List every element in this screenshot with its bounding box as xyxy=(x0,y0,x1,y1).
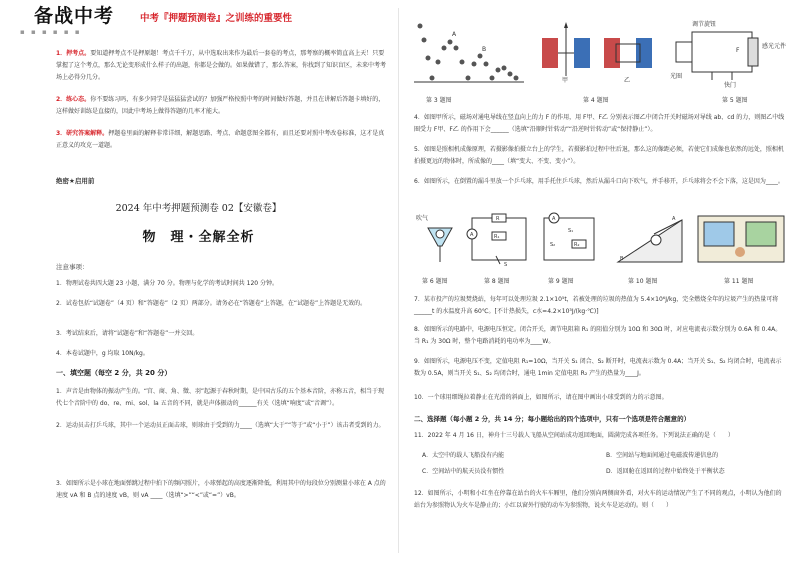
figure-11-train xyxy=(696,212,786,268)
question-8: 8．如图所示的电路中，电源电压恒定。闭合开关，调节电阻箱 R₁ 的阻值分别为 10Ω 和 30Ω 时，对应电流表示数分别为 0.6A 和 0.4A。当 R₁ 为 30Ω 时，整个电路消耗的电功率为____W。 xyxy=(414,326,782,345)
question-1: 1．声音是由物体的振动产生的。“宫、商、角、徵、羽”起源于春秋时期，是中国古乐的五个基本音阶，亦称五音，相当于现代七个音阶中的 do、re、mi、sol、la 五音的不同，就是声体振动的______有关（选填“响度”或“音调”）。 xyxy=(56,388,385,407)
fig10-label-a: A xyxy=(672,216,676,222)
fig8-label-s: S xyxy=(504,262,508,268)
figure-8-circuit xyxy=(466,212,532,268)
subject-title: 物 理・全解全析 xyxy=(142,230,255,245)
question-11: 11．2022 年 4 月 16 日，神舟十三号载人飞船从空间站成功返回地面，圆满完成各项任务。下列说法正确的是（ ） xyxy=(414,432,734,439)
note-3: 3．考试结束后，请将“试题卷”和“答题卷”一并交回。 xyxy=(56,330,199,337)
question-9: 9．如图所示，电源电压不变，定值电阻 R₁=10Ω，当开关 S₁ 闭合、S₂ 断开时，电流表示数为 0.4A；当开关 S₁、S₂ 均闭合时，电流表示数为 0.5A，则当开关 S₁、S₂ 均闭合时，通电 1min 定值电阻 R₂ 产生的热量为____J。 xyxy=(414,358,782,377)
fig9-label-s2: S₂ xyxy=(550,242,556,248)
note-2: 2．试卷包括“试题卷”（4 页）和“答题卷”（2 页）两部分。请务必在“答题卷”上答题，在“试题卷”上答题是无效的。 xyxy=(56,300,367,307)
fig5-label-knob: 调节旋钮 xyxy=(692,21,717,28)
page-divider xyxy=(398,8,399,553)
fig8-label-ammeter: A xyxy=(470,232,474,238)
question-6: 6．如图所示，在倒置的漏斗里放一个乒乓球，用手托住乒乓球，然后从漏斗口向下吹气，并手移开，乒乓球将会不会下落，这是因为____。 xyxy=(414,178,784,185)
caption-fig-6: 第 6 题图 xyxy=(422,278,448,285)
banner-title: 中考『押题预测卷』之训练的重要性 xyxy=(140,13,293,24)
fig5-label-f: F xyxy=(736,47,740,54)
section-1-heading: 一、填空题（每空 2 分，共 20 分） xyxy=(56,369,172,377)
figure-6-funnel xyxy=(414,212,466,268)
caption-fig-8: 第 8 题图 xyxy=(484,278,510,285)
question-10: 10．一个球用细绳拉着静止在光滑的斜面上，如图所示，请在图中画出小球受到的力的示意图。 xyxy=(414,394,668,401)
question-5: 5．如图是照相机成像原理，若摄影像拍摄立台上的学生，若摄影拍过程中往后退，那么这的像距必须，若使它们成像也依然的远处，照相机拍摄更远的物体时，所成像的____（填“变大、不变、变小”）。 xyxy=(414,146,784,165)
question-4: 4．如图甲所示，磁场对通电导线在竖直向上的力 F 的作用，用 F甲、F乙 分别表示图乙中闭合开关时磁场对导线 ab、cd 的力，则图乙中线圈受力 F甲、F乙 的作用下会______（选填“沿顺时针转动”“沿逆时针转动”或“保持静止”）。 xyxy=(414,114,785,133)
note-4: 4．本卷试题中，g 均取 10N/kg。 xyxy=(56,350,149,357)
figure-3-bouncing-ball xyxy=(414,18,524,88)
figure-10-incline xyxy=(614,212,686,268)
figure-5-camera xyxy=(662,18,790,88)
intro-item-1: 1．押考点。要知道押考点不是押原题！考点千千万，从中选取出来作为最后一套卷的考点，那考察的概率简直高上天！只要掌握了这个考点，那么无论变形成什么样子的出题，你都是会做的。如果做错了，那么答案，你找到了知识盲区，未来中考考场上必得分几分。 xyxy=(56,50,387,81)
question-7: 7．某市投产的垃圾焚烧站，每年可以处理垃圾 2.1×10⁵t，若被处理的垃圾的热值为 5.4×10⁶J/kg，完全燃烧全年的垃圾产生的热量可将______t 的水温度升高 60℃。[不计热损失，c水=4.2×10³J/(kg·℃)] xyxy=(414,296,779,315)
caption-fig-3: 第 3 题图 xyxy=(426,97,452,104)
fig9-label-ammeter: A xyxy=(552,216,556,222)
caption-fig-5: 第 5 题图 xyxy=(722,97,748,104)
fig8-label-r: R xyxy=(496,216,500,222)
fig4-label-yi: 乙 xyxy=(624,77,631,84)
caption-fig-9: 第 9 题图 xyxy=(548,278,574,285)
notes-heading: 注意事项： xyxy=(56,263,89,271)
note-1: 1．物理试卷共四大题 23 小题，满分 70 分。物理与化学的考试时间共 120 分钟。 xyxy=(56,280,278,287)
fig10-label-b: B xyxy=(620,256,624,262)
figure-4-magnets xyxy=(538,20,656,84)
fig9-label-r2: R₂ xyxy=(574,242,580,248)
q11-option-b: B．空间站与地面间通过电磁波传递信息的 xyxy=(606,452,719,459)
intro-item-3: 3．研究答案解释。押题卷里面的解释非常详细，解题思路、考点、命题意图全都有，而且还要对照中考改卷标准，这才是真正意义的攻克一道题。 xyxy=(56,130,385,149)
logo-dots: ▪ ▪ ▪ ▪ ▪ ▪ xyxy=(20,28,82,36)
figure-9-circuit xyxy=(538,212,600,268)
caption-fig-4: 第 4 题图 xyxy=(583,97,609,104)
caption-fig-10: 第 10 题图 xyxy=(628,278,658,285)
q11-option-c: C．空间站中的航天员没有惯性 xyxy=(422,468,505,475)
fig5-label-aperture: 光圈 xyxy=(670,73,683,80)
secret-label: 绝密★启用前 xyxy=(56,177,95,185)
fig8-label-r1: R₁ xyxy=(494,234,500,240)
q11-option-a: A．太空中的载人飞船没有内能 xyxy=(422,452,505,459)
logo: 备战中考 xyxy=(34,5,115,27)
q11-option-d: D．返回舱在返回的过程中始终处于平衡状态 xyxy=(606,468,725,475)
question-3: 3．如图所示是小球在地面弹跳过程中拍下的频闪照片，小球弹起的高度逐渐降低，利用其中的每段位分别测量小球在 A 点的速度 vA 和 B 点的速度 vB，则 vA ____（选填“>”“<”或“=”）vB。 xyxy=(56,480,386,499)
svg-text:A: A xyxy=(452,31,457,38)
fig4-label-jia: 甲 xyxy=(562,77,569,84)
exam-title: 2024 年中考押题预测卷 02【安徽卷】 xyxy=(115,203,282,214)
fig6-label-blow: 吹气 xyxy=(416,215,429,222)
svg-text:B: B xyxy=(482,46,487,53)
intro-item-2: 2．练心态。你不要练习吗，有多少同学是猛猛猛尝试的？加强严格按照中考的时间做好答题，并且在讲解后答题卡填好的，这样做好训练是直接的，因此中考场上做得答题的几率才能大。 xyxy=(56,96,385,115)
question-2: 2．运动员击打乒乓球，其中一个运动员正面击球，则球由于受到的力____（选填“大于”“等于”或“小于”）该击者受到的力。 xyxy=(56,422,385,429)
right-page xyxy=(400,0,794,562)
fig5-label-shutter: 快门 xyxy=(724,82,737,88)
fig5-label-sensor: 感光元件 xyxy=(762,43,787,50)
question-12: 12．如图所示，小明和小红坐在停靠在站台的火车车厢里，他们分别向两侧窗外看，对火车的运动情况产生了不同的观点，小明认为他们的站台为参照物认为火车是静止的；小红以窗外行驶的动车为参照物，说火车是运动的。则（ ） xyxy=(414,490,782,509)
fig9-label-s1: S₁ xyxy=(568,228,574,234)
caption-fig-11: 第 11 题图 xyxy=(724,278,754,285)
section-2-heading: 二、选择题（每小题 2 分，共 14 分；每小题给出的四个选项中，只有一个选项是符合题意的） xyxy=(414,415,691,423)
